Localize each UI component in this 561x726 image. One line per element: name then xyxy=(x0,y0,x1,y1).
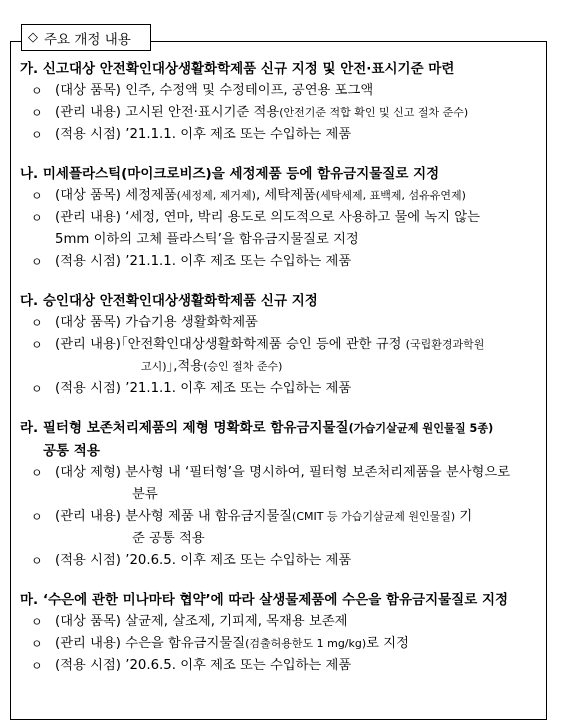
section-heading-continuation: 공통 적용 xyxy=(43,443,100,459)
item-label: (관리 내용) xyxy=(55,105,121,120)
list-item xyxy=(20,80,542,102)
bullet-icon: ㅇ xyxy=(31,211,43,225)
list-item xyxy=(20,655,542,677)
bullet-icon: ㅇ xyxy=(31,615,43,629)
section-heading: 마. ‘수은에 관한 미나마타 협약’에 따라 살생물제품에 수은을 함유금지물질로 지정 xyxy=(20,592,509,608)
bullet-icon: ㅇ xyxy=(31,637,43,651)
section-ma xyxy=(20,589,542,677)
bullet-icon: ㅇ xyxy=(31,255,43,269)
item-text: 세정제품 xyxy=(125,188,177,203)
list-item xyxy=(20,611,542,633)
item-label: (적용 시점) xyxy=(55,254,121,269)
section-heading: 다. 승인대상 안전확인대상생활화학제품 신규 지정 xyxy=(20,293,318,309)
list-item-continuation xyxy=(20,229,542,251)
bullet-icon: ㅇ xyxy=(31,659,43,673)
item-label: (관리 내용) xyxy=(55,509,121,524)
list-item xyxy=(20,102,542,124)
bullet-icon: ㅇ xyxy=(31,554,43,568)
bullet-icon: ㅇ xyxy=(31,510,43,524)
item-note-2: (세탁세제, 표백제, 섬유유연제) xyxy=(315,189,466,202)
list-item xyxy=(20,633,542,655)
bullet-icon: ㅇ xyxy=(31,316,43,330)
section-ga xyxy=(20,58,542,146)
bullet-icon: ㅇ xyxy=(31,466,43,480)
item-label: (관리 내용) xyxy=(55,210,121,225)
item-text-cont: 분류 xyxy=(132,487,158,502)
list-item-continuation xyxy=(20,484,542,506)
item-note: (세정제, 제거제) xyxy=(176,189,256,202)
item-text: 가습기용 생활화학제품 xyxy=(125,315,258,330)
item-text: 분사형 내 ‘필터형’을 명시하여, 필터형 보존처리제품을 분사형으로 xyxy=(125,465,511,480)
list-item-continuation xyxy=(20,528,542,550)
item-text: ’20.6.5. 이후 제조 또는 수입하는 제품 xyxy=(125,658,352,673)
item-label: (적용 시점) xyxy=(55,553,121,568)
list-item xyxy=(20,124,542,146)
list-item-continuation xyxy=(20,356,542,378)
item-text-2: , 세탁제품 xyxy=(255,188,316,203)
item-text: ’21.1.1. 이후 제조 또는 수입하는 제품 xyxy=(125,127,352,142)
item-text: 살균제, 살조제, 기피제, 목재용 보존제 xyxy=(125,614,348,629)
heading-text: 라. 필터형 보존처리제품의 제형 명확화로 함유금지물질 xyxy=(20,420,349,436)
bullet-icon: ㅇ xyxy=(31,382,43,396)
section-heading: 가. 신고대상 안전확인대상생활화학제품 신규 지정 및 안전·표시기준 마련 xyxy=(20,61,455,77)
bullet-icon: ㅇ xyxy=(31,189,43,203)
item-note: (검출허용한도 1 mg/kg) xyxy=(245,637,367,650)
item-text-cont: 준 공통 적용 xyxy=(132,531,205,546)
item-text: ’20.6.5. 이후 제조 또는 수입하는 제품 xyxy=(125,553,352,568)
item-label: (적용 시점) xyxy=(55,658,121,673)
list-item xyxy=(20,462,542,484)
section-na xyxy=(20,163,542,273)
item-label: (관리 내용) xyxy=(55,337,121,352)
item-label: (대상 품목) xyxy=(55,315,121,330)
bullet-icon: ㅇ xyxy=(31,84,43,98)
item-text: 고시된 안전·표시기준 적용 xyxy=(125,105,280,120)
item-note: (국립환경과학원 xyxy=(405,338,485,351)
item-note-cont: 고시) xyxy=(141,360,167,373)
item-note: (CMIT 등 가습기살균제 원인물질) xyxy=(292,510,456,523)
item-text-cont: ｣,적용 xyxy=(166,359,204,374)
item-text: ’21.1.1. 이후 제조 또는 수입하는 제품 xyxy=(125,254,352,269)
content-body xyxy=(20,58,542,694)
item-text: ｢안전확인대상생활화학제품 승인 등에 관한 규정 xyxy=(120,337,402,352)
section-title-box xyxy=(21,24,151,51)
list-item xyxy=(20,207,542,229)
item-label: (대상 품목) xyxy=(55,614,121,629)
item-text: 분사형 제품 내 함유금지물질 xyxy=(125,509,293,524)
item-note: (안전기준 적합 확인 및 신고 절차 준수) xyxy=(279,106,469,119)
item-note-cont-2: (승인 절차 준수) xyxy=(203,360,283,373)
item-text-2: 로 지정 xyxy=(366,636,409,651)
bullet-icon: ㅇ xyxy=(31,106,43,120)
item-text: 인주, 수정액 및 수정테이프, 공연용 포그액 xyxy=(125,83,374,98)
section-da xyxy=(20,290,542,400)
section-heading: 나. 미세플라스틱(마이크로비즈)을 세정제품 등에 함유금지물질로 지정 xyxy=(20,166,440,182)
list-item xyxy=(20,312,542,334)
item-label: (대상 품목) xyxy=(55,83,121,98)
list-item xyxy=(20,378,542,400)
diamond-icon: ◇ xyxy=(28,30,38,45)
list-item xyxy=(20,506,542,528)
list-item xyxy=(20,334,542,356)
section-ra xyxy=(20,417,542,572)
bullet-icon: ㅇ xyxy=(31,338,43,352)
heading-note: (가습기살균제 원인물질 5종) xyxy=(348,422,494,435)
list-item xyxy=(20,185,542,207)
item-text: 수은을 함유금지물질 xyxy=(125,636,246,651)
item-label: (관리 내용) xyxy=(55,636,121,651)
section-title: 주요 개정 내용 xyxy=(44,31,131,48)
item-text: ’21.1.1. 이후 제조 또는 수입하는 제품 xyxy=(125,381,352,396)
list-item xyxy=(20,251,542,273)
item-text: ‘세정, 연마, 박리 용도로 의도적으로 사용하고 물에 녹지 않는 xyxy=(125,210,480,225)
item-label: (적용 시점) xyxy=(55,381,121,396)
item-label: (적용 시점) xyxy=(55,127,121,142)
item-label: (대상 제형) xyxy=(55,465,121,480)
item-label: (대상 품목) xyxy=(55,188,121,203)
section-heading xyxy=(20,417,542,440)
bullet-icon: ㅇ xyxy=(31,128,43,142)
item-text-cont: 5mm 이하의 고체 플라스틱’을 함유금지물질로 지정 xyxy=(55,232,359,247)
item-text-2: 기 xyxy=(455,509,473,524)
list-item xyxy=(20,550,542,572)
